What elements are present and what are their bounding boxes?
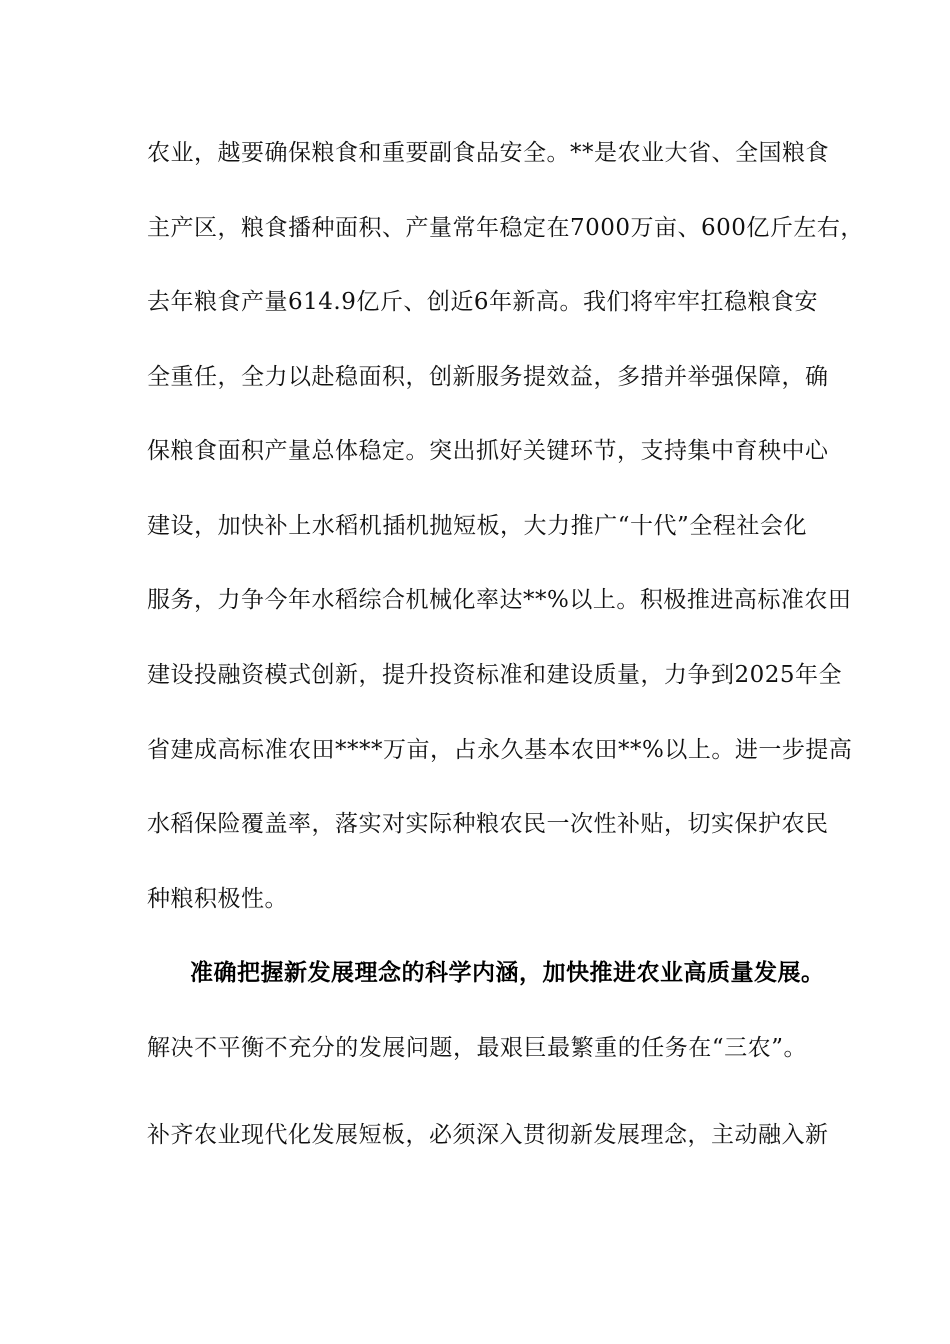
paragraph-1-line-10: 水稻保险覆盖率，落实对实际种粮农民一次性补贴，切实保护农民 <box>147 811 829 837</box>
paragraph-1-line-8: 建设投融资模式创新，提升投资标准和建设质量，力争到2025年全 <box>147 662 843 688</box>
paragraph-1-line-1: 农业，越要确保粮食和重要副食品安全。**是农业大省、全国粮食 <box>147 140 829 166</box>
paragraph-1-line-4: 全重任，全力以赴稳面积，创新服务提效益，多措并举强保障，确 <box>147 364 829 390</box>
paragraph-1-line-2: 主产区，粮食播种面积、产量常年稳定在7000万亩、600亿斤左右， <box>147 215 864 241</box>
paragraph-1-line-7: 服务，力争今年水稻综合机械化率达**%以上。积极推进高标准农田 <box>147 587 852 613</box>
paragraph-1-line-9: 省建成高标准农田****万亩，占永久基本农田**%以上。进一步提高 <box>147 737 853 763</box>
paragraph-2-line-1: 解决不平衡不充分的发展问题，最艰巨最繁重的任务在“三农”。 <box>147 1035 807 1061</box>
paragraph-1-line-3: 去年粮食产量614.9亿斤、创近6年新高。我们将牢牢扛稳粮食安 <box>147 289 818 315</box>
section-heading: 准确把握新发展理念的科学内涵，加快推进农业高质量发展。 <box>190 960 825 986</box>
paragraph-1-line-5: 保粮食面积产量总体稳定。突出抓好关键环节，支持集中育秧中心 <box>147 438 829 464</box>
paragraph-1-line-11: 种粮积极性。 <box>147 886 288 912</box>
paragraph-2-line-2: 补齐农业现代化发展短板，必须深入贯彻新发展理念，主动融入新 <box>147 1122 829 1148</box>
paragraph-1-line-6: 建设，加快补上水稻机插机抛短板，大力推广“十代”全程社会化 <box>147 513 807 539</box>
